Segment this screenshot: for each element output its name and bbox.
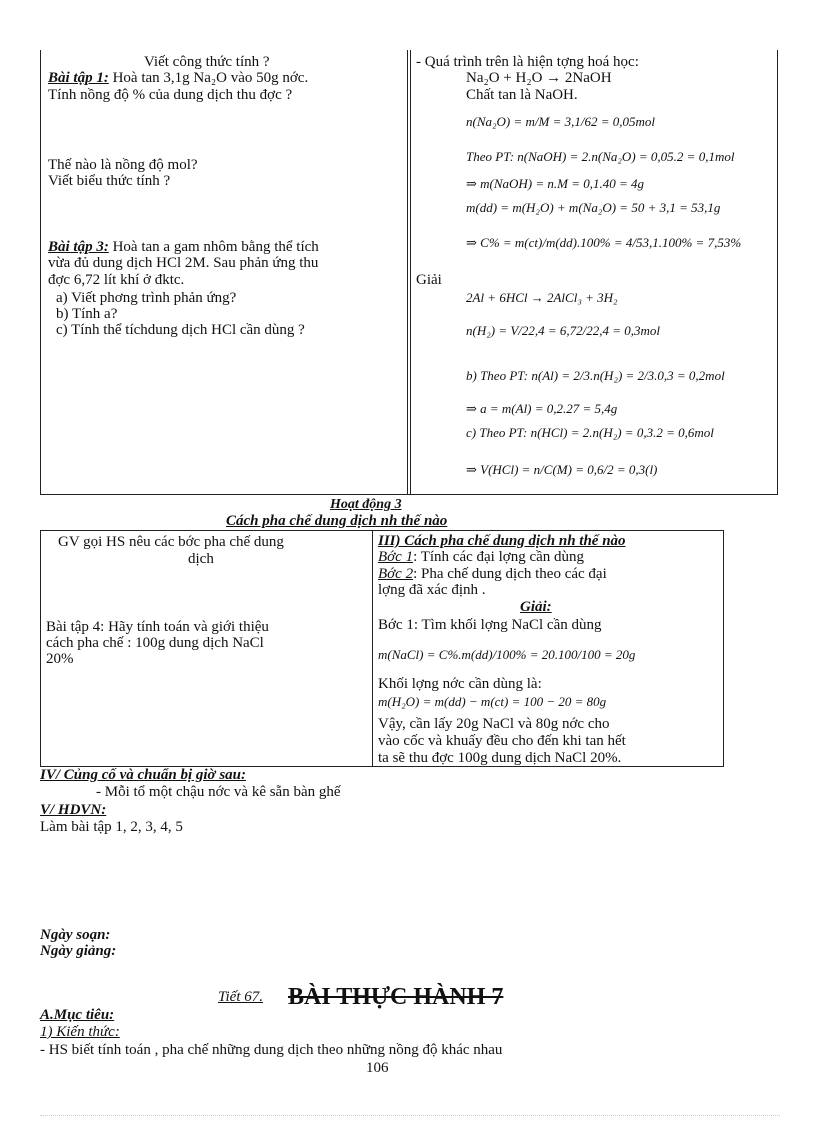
step-1-label: Bớc 1	[378, 549, 414, 565]
exercise-3-label: Bài tập 3:	[48, 239, 109, 255]
table2-top-border	[40, 530, 724, 531]
calc-volume-hcl: ⇒ V(HCl) = n/C(M) = 0,6/2 = 0,3(l)	[466, 462, 658, 477]
solution-step-1: Bớc 1: Tìm khối lợng NaCl cần dùng	[378, 617, 602, 633]
page-number: 106	[366, 1060, 389, 1076]
prep-date-label: Ngày soạn:	[40, 927, 111, 943]
activity-title: Hoạt động 3	[330, 497, 402, 512]
exercise-3-c: c) Tính thể tíchdung dịch HCl cần dùng ?	[56, 322, 305, 338]
calc-mol-h2: n(H₂) = V/22,4 = 6,72/22,4 = 0,3mol	[466, 323, 661, 338]
step-2-label: Bớc 2	[378, 566, 414, 582]
solute-note: Chất tan là NaOH.	[466, 87, 578, 103]
activity-subtitle: Cách pha chế dung dịch nh thế nào	[226, 513, 448, 529]
footer-divider	[40, 1115, 780, 1116]
question-molarity: Thế nào là nồng độ mol?	[48, 157, 198, 173]
lesson-title: BÀI THỰC HÀNH 7	[288, 984, 504, 1010]
exercise-4: Bài tập 4: Hãy tính toán và giới thiệu	[46, 619, 269, 635]
reaction-al-hcl: 2Al + 6HCl → 2AlCl₃ + 3H₂	[466, 290, 618, 305]
table1-middle-border-b	[410, 50, 411, 495]
section-4-heading: IV/ Củng cố và chuẩn bị giờ sau:	[40, 767, 247, 783]
table2-right-border	[723, 530, 724, 767]
water-mass-label: Khối lợng nớc cần dùng là:	[378, 676, 542, 692]
teacher-prompt-line2: dịch	[188, 551, 214, 567]
knowledge-heading: 1) Kiến thức:	[40, 1024, 120, 1040]
teacher-prompt: GV gọi HS nêu các bớc pha chế dung	[58, 534, 284, 550]
exercise-3-line3: đợc 6,72 lít khí ở đktc.	[48, 272, 185, 288]
exercise-1-label: Bài tập 1:	[48, 70, 109, 86]
conclusion-line3: ta sẽ thu đợc 100g dung dịch NaCl 20%.	[378, 750, 622, 766]
exercise-1-text: Hoà tan 3,1g Na₂O vào 50g nớc.	[108, 70, 309, 86]
step-1-text: : Tính các đại lợng cần dùng	[413, 549, 585, 565]
conclusion-line2: vào cốc và khuấy đều cho đến khi tan hết	[378, 733, 626, 749]
section-5-text: Làm bài tập 1, 2, 3, 4, 5	[40, 819, 183, 835]
calc-concentration: ⇒ C% = m(ct)/m(dd).100% = 4/53,1.100% = 7,53%	[466, 235, 742, 250]
table1-right-border	[777, 50, 778, 495]
question-formula: Viết công thức tính ?	[144, 54, 270, 70]
exercise-3-line2: vừa đủ dung dịch HCl 2M. Sau phản ứng thu	[48, 255, 319, 271]
exercise-4-line2: cách pha chế : 100g dung dịch NaCl	[46, 635, 264, 651]
exercise-3-a: a) Viết phơng trình phản ứng?	[56, 290, 237, 306]
step-2-text: : Pha chế dung dịch theo các đại	[413, 566, 607, 582]
table1-middle-border-a	[407, 50, 408, 495]
calc-mass-solution: m(dd) = m(H₂O) + m(Na₂O) = 50 + 3,1 = 53,1g	[466, 200, 721, 215]
exercise-3-b: b) Tính a?	[56, 306, 118, 322]
calc-mass-naoh: ⇒ m(NaOH) = n.M = 0,1.40 = 4g	[466, 176, 645, 191]
exercise-3-text: Hoà tan a gam nhôm bằng thể tích	[108, 239, 319, 255]
lesson-number: Tiết 67.	[218, 989, 264, 1005]
table2-middle-border	[372, 530, 373, 767]
calc-mol-naoh: Theo PT: n(NaOH) = 2.n(Na₂O) = 0,05.2 = 0,1mol	[466, 149, 735, 164]
table1-left-border	[40, 50, 41, 495]
table2-left-border	[40, 530, 41, 767]
exercise-1-line2: Tính nồng độ % của dung dịch thu đợc ?	[48, 87, 293, 103]
calc-mass-nacl: m(NaCl) = C%.m(dd)/100% = 20.100/100 = 20g	[378, 647, 636, 662]
knowledge-text: - HS biết tính toán , pha chế những dung dịch theo những nồng độ khác nhau	[40, 1042, 503, 1058]
solution-heading: Giải:	[520, 599, 552, 615]
calc-mass-water: m(H₂O) = m(dd) − m(ct) = 100 − 20 = 80g	[378, 694, 607, 709]
calc-a: ⇒ a = m(Al) = 0,2.27 = 5,4g	[466, 401, 618, 416]
reaction-equation: Na₂O + H₂O → 2NaOH	[466, 70, 612, 86]
step-2-line2: lợng đã xác định .	[378, 582, 486, 598]
section-3-heading: III) Cách pha chế dung dịch nh thế nào	[378, 533, 626, 549]
table1-bottom-border	[40, 494, 778, 495]
exercise-1	[48, 71, 308, 86]
exercise-4-line3: 20%	[46, 651, 74, 667]
step-2	[378, 567, 607, 582]
conclusion-line1: Vậy, cần lấy 20g NaCl và 80g nớc cho	[378, 716, 610, 732]
answer-process: - Quá trình trên là hiện tợng hoá học:	[416, 54, 639, 70]
exercise-3	[48, 240, 319, 255]
calc-mol-hcl: c) Theo PT: n(HCl) = 2.n(H₂) = 0,3.2 = 0,6mol	[466, 425, 714, 440]
calc-mol-na2o: n(Na₂O) = m/M = 3,1/62 = 0,05mol	[466, 114, 655, 129]
section-4-item: - Mỗi tổ một chậu nớc và kê sẵn bàn ghế	[96, 784, 341, 800]
calc-mol-al: b) Theo PT: n(Al) = 2/3.n(H₂) = 2/3.0,3 = 0,2mol	[466, 368, 725, 383]
step-1	[378, 550, 584, 565]
teach-date-label: Ngày giảng:	[40, 943, 117, 959]
section-5-heading: V/ HDVN:	[40, 802, 107, 818]
solution-label: Giải	[416, 272, 442, 288]
objectives-heading: A.Mục tiêu:	[40, 1007, 115, 1023]
question-expression: Viết biểu thức tính ?	[48, 173, 171, 189]
